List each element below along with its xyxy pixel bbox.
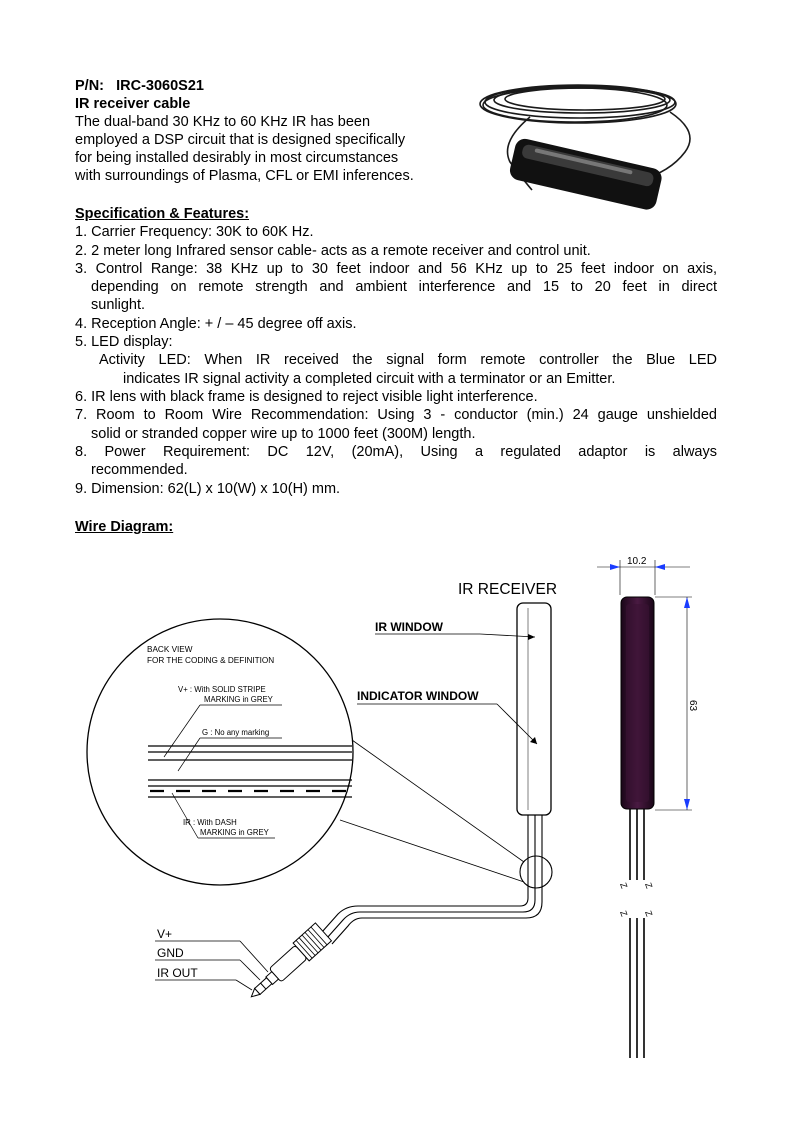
wire-diagram-heading: Wire Diagram: [75, 519, 174, 535]
spec-item-7-line-2: solid or stranded copper wire up to 1000 feet (300M) length. [91, 426, 476, 442]
break-mark-top-left: Z [618, 881, 630, 890]
cable-detail [148, 746, 352, 797]
cable-detail-callout [520, 856, 552, 888]
coding-label: FOR THE CODING & DEFINITION [147, 656, 275, 665]
ir-receiver-label: IR RECEIVER [458, 581, 558, 598]
part-number-label: P/N: [75, 78, 104, 94]
plug-vplus-label: V+ [157, 927, 173, 941]
receiver-cable [322, 815, 542, 944]
audio-plug [243, 923, 331, 1006]
spec-item-9: 9. Dimension: 62(L) x 10(W) x 10(H) mm. [75, 481, 341, 497]
part-number [75, 77, 204, 95]
spec-item-8-line-1: 8. Power Requirement: DC 12V, (20mA), Using a regulated adaptor is always [75, 444, 717, 460]
spec-item-5-line-2: indicates IR signal activity a completed circuit with a terminator or an Emitter. [123, 371, 616, 387]
spec-item-3-line-2: depending on remote strength and ambient interference and 15 to 20 feet in direct [91, 279, 717, 295]
product-title: IR receiver cable [75, 96, 191, 112]
intro-line-2: employed a DSP circuit that is designed specifically [75, 132, 406, 148]
vplus-marking-label-2: MARKING in GREY [204, 695, 273, 704]
plug-gnd-label: GND [157, 946, 184, 960]
spec-item-1: 1. Carrier Frequency: 30K to 60K Hz. [75, 224, 314, 240]
ir-window-label: IR WINDOW [375, 620, 443, 634]
intro-line-4: with surroundings of Plasma, CFL or EMI inferences. [75, 168, 414, 184]
break-mark-bottom-right: Z [643, 909, 655, 918]
intro-line-3: for being installed desirably in most circumstances [75, 150, 399, 166]
spec-item-5: 5. LED display: [75, 334, 173, 350]
width-dimension: 10.2 [627, 556, 647, 567]
spec-heading: Specification & Features: [75, 206, 250, 222]
indicator-window-label: INDICATOR WINDOW [357, 689, 479, 703]
ir-marking-label-2: MARKING in GREY [200, 828, 269, 837]
product-photo [470, 72, 725, 212]
side-view [597, 556, 698, 1058]
wire-diagram [0, 540, 793, 1080]
plug-irout-label: IR OUT [157, 966, 198, 980]
spec-item-3-line-3: sunlight. [91, 297, 146, 313]
break-mark-top-right: Z [643, 881, 655, 890]
break-mark-bottom-left: Z [618, 909, 630, 918]
ir-receiver-outline [517, 603, 551, 815]
part-number-value: IRC-3060S21 [116, 78, 204, 94]
vplus-marking-label-1: V+ : With SOLID STRIPE [178, 685, 266, 694]
spec-item-2: 2. 2 meter long Infrared sensor cable- acts as a remote receiver and control unit. [75, 243, 591, 259]
back-view-label: BACK VIEW [147, 645, 193, 654]
ground-marking-label: G : No any marking [202, 728, 270, 737]
spec-item-5-line-1: Activity LED: When IR received the signal form remote controller the Blue LED [99, 352, 717, 368]
spec-item-3-line-1: 3. Control Range: 38 KHz up to 30 feet indoor and 56 KHz up to 25 feet indoor on axis, [75, 261, 717, 277]
height-dimension: 63 [687, 700, 698, 712]
intro-line-1: The dual-band 30 KHz to 60 KHz IR has been [75, 114, 371, 130]
ir-marking-label-1: IR : With DASH [183, 818, 237, 827]
spec-item-6: 6. IR lens with black frame is designed to reject visible light interference. [75, 389, 538, 405]
spec-item-4: 4. Reception Angle: + / – 45 degree off axis. [75, 316, 357, 332]
spec-item-8-line-2: recommended. [91, 462, 188, 478]
spec-item-7-line-1: 7. Room to Room Wire Recommendation: Using 3 - conductor (min.) 24 gauge unshielded [75, 407, 717, 423]
